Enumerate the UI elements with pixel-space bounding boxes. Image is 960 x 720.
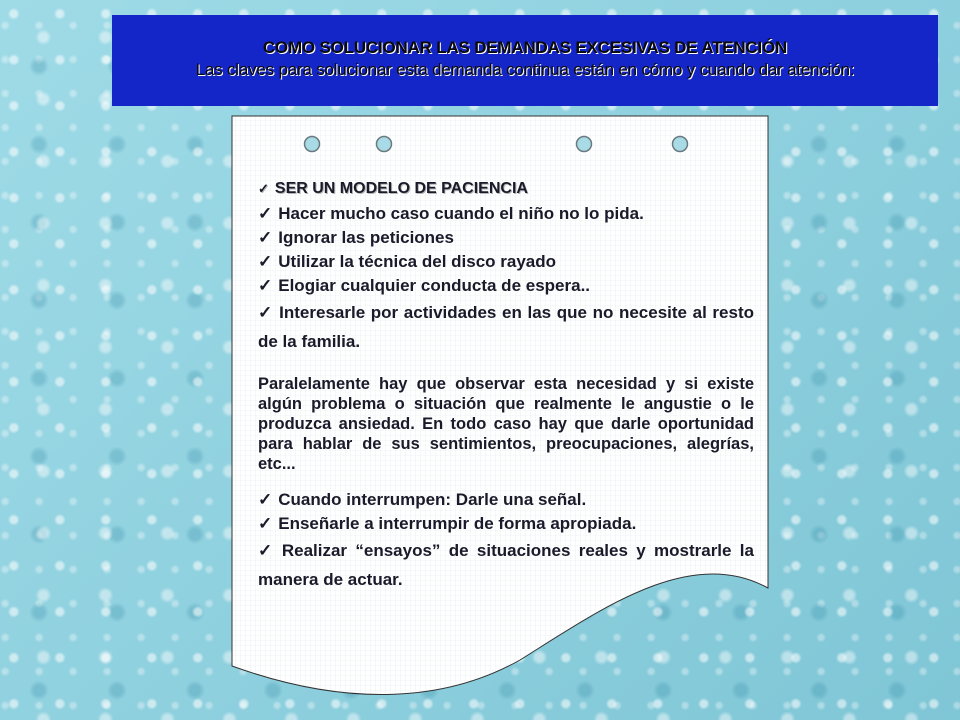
list-item-text: Ignorar las peticiones: [278, 228, 454, 247]
check-icon: ✓: [258, 490, 273, 509]
list-item: [258, 488, 754, 512]
binder-hole: [673, 137, 688, 152]
list-item-text: Elogiar cualquier conducta de espera..: [278, 276, 591, 295]
note-content: [258, 180, 754, 594]
list-item-text: Cuando interrumpen: Darle una señal.: [278, 490, 587, 509]
list-item-text: Hacer mucho caso cuando el niño no lo pida.: [278, 204, 644, 223]
second-list: [258, 488, 754, 594]
lead-item: [258, 180, 754, 198]
list-item: [258, 202, 754, 226]
list-item: [258, 250, 754, 274]
binder-hole: [377, 137, 392, 152]
binder-hole: [305, 137, 320, 152]
list-item: [258, 536, 754, 594]
binder-hole: [577, 137, 592, 152]
list-item: [258, 512, 754, 536]
list-item-text: Utilizar la técnica del disco rayado: [278, 252, 557, 271]
body-paragraph: Paralelamente hay que observar esta necesidad y si existe algún problema o situación que realmente le angustie o le produzca ansiedad. En todo caso hay que darle oportunidad para hablar de sus sentimientos, preocupaciones, alegrías, etc...: [258, 375, 754, 473]
check-icon: ✓: [258, 181, 269, 196]
check-icon: ✓: [258, 303, 274, 322]
lead-text: SER UN MODELO DE PACIENCIA: [274, 180, 528, 197]
list-item-text: Realizar “ensayos” de situaciones reales y mostrarle la manera de actuar.: [258, 541, 754, 589]
list-item: [258, 226, 754, 250]
check-icon: ✓: [258, 541, 276, 560]
page-title: COMO SOLUCIONAR LAS DEMANDAS EXCESIVAS DE ATENCIÓN: [262, 38, 788, 57]
check-icon: ✓: [258, 276, 273, 295]
check-icon: ✓: [258, 228, 273, 247]
list-item-text: Interesarle por actividades en las que no necesite al resto de la familia.: [258, 303, 755, 351]
list-item: [258, 274, 754, 298]
list-item: [258, 298, 754, 356]
page-subtitle: Las claves para solucionar esta demanda continua están en cómo y cuando dar atención:: [195, 60, 855, 79]
check-icon: ✓: [258, 514, 273, 533]
list-item-text: Enseñarle a interrumpir de forma apropiada.: [278, 514, 637, 533]
check-icon: ✓: [258, 204, 273, 223]
check-icon: ✓: [258, 252, 273, 271]
